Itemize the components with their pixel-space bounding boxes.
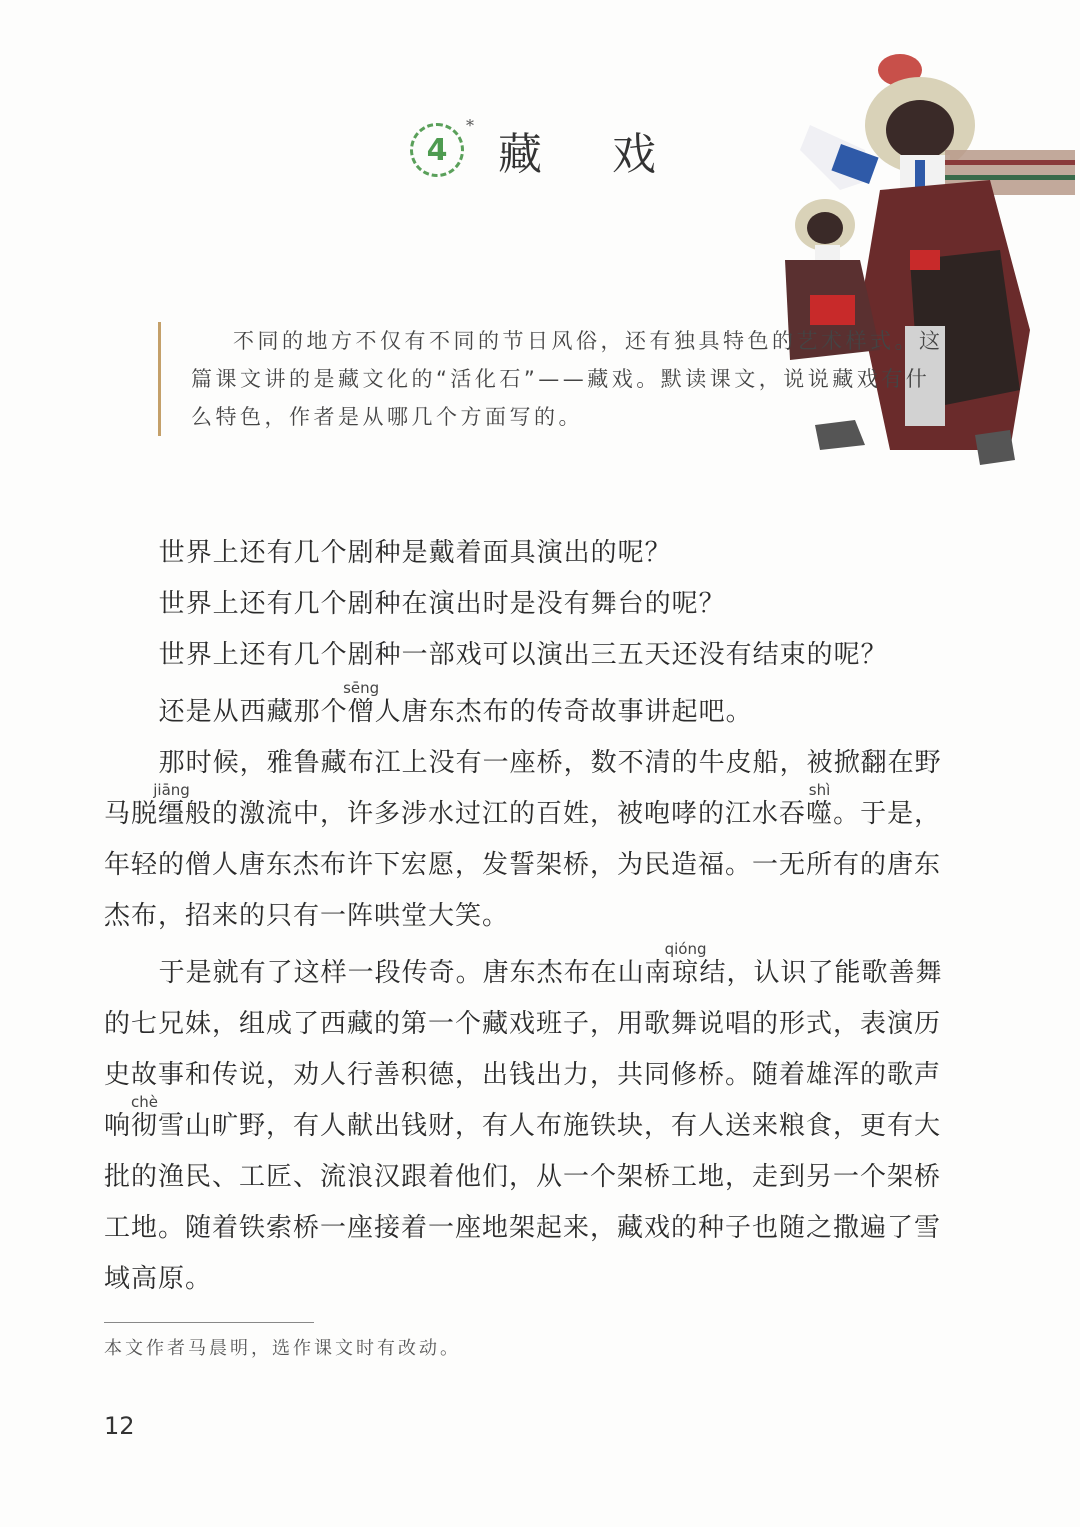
pinyin-annotation: 缰jiāng [153,781,190,829]
intro-text: 不同的地方不仅有不同的节日风俗，还有独具特色的艺术样式。这篇课文讲的是藏文化的“活化石”——藏戏。默读课文，说说藏戏有什么特色，作者是从哪几个方面写的。 [191,329,944,429]
paragraph-5: 那时候，雅鲁藏布江上没有一座桥，数不清的牛皮船，被掀翻在野马脱缰jiāng般的激流中，许多涉水过江的百姓，被咆哮的江水吞噬shì。于是，年轻的僧人唐东杰布许下宏愿，发誓架桥，为民造福。一无所有的唐东杰布，招来的只有一阵哄堂大笑。 [104,748,942,931]
pinyin-annotation: 噬shì [806,781,834,829]
pinyin-annotation: 僧sēng [343,679,380,727]
lesson-title [410,118,684,182]
lesson-intro [158,322,951,436]
paragraph-2: 世界上还有几个剧种在演出时是没有舞台的呢？ [158,589,726,619]
paragraph-6: 于是就有了这样一段传奇。唐东杰布在山南琼qióng结，认识了能歌善舞的七兄妹，组成了西藏的第一个藏戏班子，用歌舞说唱的形式，表演历史故事和传说，劝人行善积德，出钱出力，共同修桥。随着雄浑的歌声响彻chè雪山旷野，有人献出钱财，有人布施铁块，有人送来粮食，更有大批的渔民、工匠、流浪汉跟着他们，从一个架桥工地，走到另一个架桥工地。随着铁索桥一座接着一座地架起来，藏戏的种子也随之撒遍了雪域高原。 [104,940,943,1294]
footnote: 本文作者马晨明，选作课文时有改动。 [104,1338,461,1359]
footnote-divider [104,1322,314,1323]
paragraph-4: 还是从西藏那个僧sēng人唐东杰布的传奇故事讲起吧。 [158,679,753,727]
pinyin-annotation: 琼qióng [664,940,707,988]
self-study-marker: * [466,116,474,135]
pinyin-annotation: 彻chè [131,1093,159,1141]
paragraph-1: 世界上还有几个剧种是戴着面具演出的呢？ [158,538,672,568]
page-number: 12 [104,1412,135,1440]
page-title: 藏 戏 [498,129,684,180]
lesson-body [104,528,954,1305]
paragraph-3: 世界上还有几个剧种一部戏可以演出三五天还没有结束的呢？ [158,640,888,670]
lesson-number-badge: 4 [410,123,464,177]
